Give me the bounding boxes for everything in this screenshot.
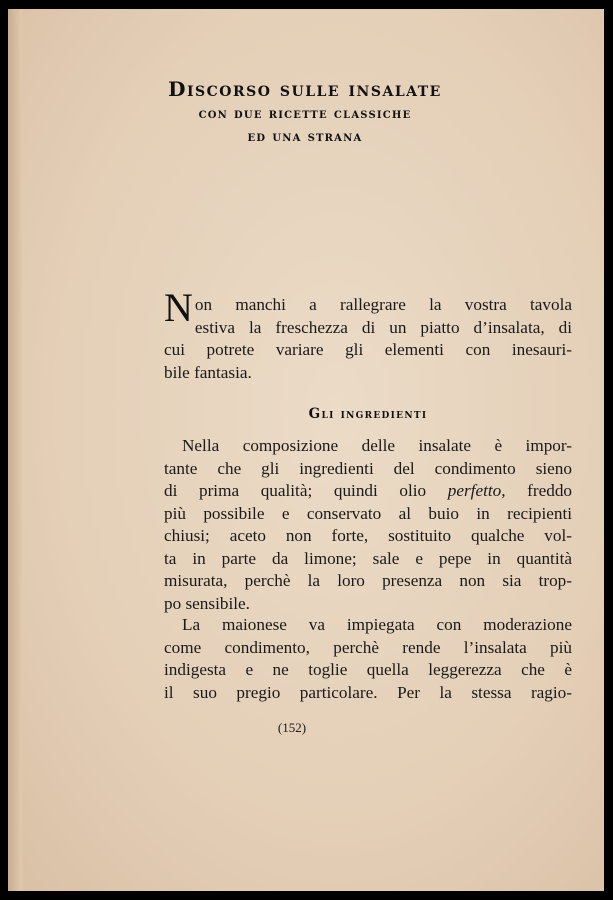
text-line: come condimento, perchè rende l’insalata più <box>164 637 572 657</box>
text-line: estiva la freschezza di un piatto d’insalata, di <box>194 317 572 337</box>
text-line: cui potrete variare gli elementi con inesauri- <box>164 340 572 359</box>
book-page <box>8 9 604 891</box>
mayonnaise-paragraph <box>164 614 572 704</box>
text-line: tante che gli ingredienti del condimento sieno <box>164 458 572 478</box>
text-line: bile fantasia. <box>164 362 252 382</box>
page-binding-edge <box>8 9 22 891</box>
page-number: (152) <box>277 720 307 735</box>
text-line: La maionese va impiegata con moderazione <box>182 615 572 634</box>
text-line: Nella composizione delle insalate è impor- <box>182 436 572 455</box>
section-heading: Gli ingredienti <box>308 406 428 422</box>
ingredients-paragraph <box>164 435 572 615</box>
intro-paragraph <box>164 285 572 384</box>
chapter-subtitle-line-1: con due ricette classiche <box>198 106 412 122</box>
text-line: più possibile e conservato al buio in recipienti <box>164 503 572 523</box>
drop-cap: N <box>164 285 193 330</box>
chapter-subtitle-line-2: ed una strana <box>247 129 363 145</box>
text-line: on manchi a rallegrare la vostra tavola <box>194 295 572 314</box>
text-line: po sensibile. <box>164 593 250 613</box>
text-line: ta in parte da limone; sale e pepe in quantità <box>164 548 572 568</box>
text-line: indigesta e ne toglie quella leggerezza che è <box>164 660 572 679</box>
text-line: misurata, perchè la loro presenza non sia trop- <box>164 571 572 590</box>
text-line: chiusi; aceto non forte, sostituito qualche vol- <box>164 526 572 545</box>
italic-word: perfetto, <box>447 481 506 500</box>
text-line: il suo pregio particolare. Per la stessa ragio- <box>164 682 572 702</box>
chapter-title: Discorso sulle insalate <box>168 77 442 101</box>
text-line: di prima qualità; quindi olio perfetto, freddo <box>164 481 573 500</box>
